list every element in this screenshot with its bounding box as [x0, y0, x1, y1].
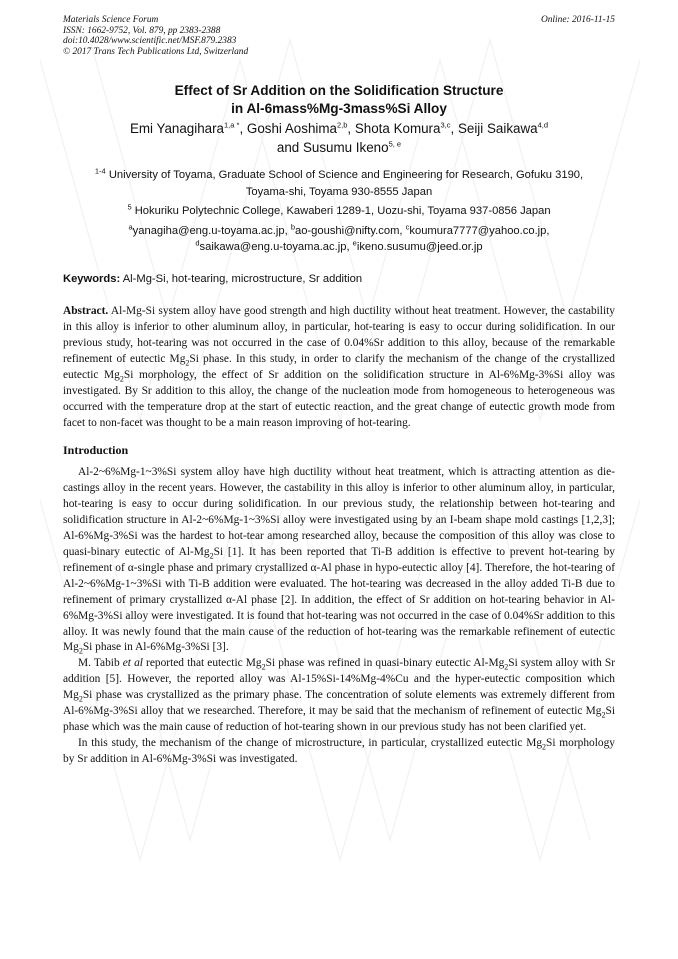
journal-name: Materials Science Forum [63, 15, 159, 25]
introduction-body [63, 465, 615, 768]
doi-line: doi:10.4028/www.scientific.net/MSF.879.2383 [63, 36, 237, 47]
title-line-1: Effect of Sr Addition on the Solidification Structure [174, 83, 504, 98]
email-address: koumura7777@yahoo.co.jp, [409, 225, 550, 237]
paragraph-text: Si phase in Al-6%Mg-3%Si [3]. [82, 641, 229, 654]
subscript: 2 [119, 374, 124, 384]
author-superscript: 3,c [440, 120, 451, 130]
subscript: 2 [78, 646, 83, 656]
abstract-label: Abstract. [63, 305, 109, 317]
copyright-line: © 2017 Trans Tech Publications Ltd, Switzerland [63, 46, 249, 57]
author-name: Susumu Ikeno [302, 140, 389, 155]
keywords-label: Keywords: [63, 273, 121, 285]
email-marker: d [195, 238, 200, 248]
email-address: ikeno.susumu@jeed.or.jp [356, 241, 483, 253]
author-name: Goshi Aoshima [246, 121, 337, 136]
paragraph-text: Si phase was refined in quasi-binary eutectic Al-Mg [265, 657, 505, 670]
affiliation-text: Toyama-shi, Toyama 930-8555 Japan [245, 185, 433, 198]
email-address: ao-goushi@nifty.com, [294, 225, 403, 237]
paragraph-text: Si phase was crystallized as the primary phase. The concentration of solute elements was extremely different from Al-6%Mg-3%Si alloy that we researched. Therefore, it may be said that the mechanism of refinement of eutectic Mg [63, 689, 615, 718]
online-date: Online: 2016-11-15 [540, 15, 615, 25]
email-marker: a [128, 222, 133, 232]
abstract-text: Al-Mg-Si system alloy have good strength and high ductility without heat treatment. However, the castability in this alloy is inferior to other aluminum alloy, in particular, hot-tearing is easy to occur during solidification. In our previous study, hot-tearing was not occurred in the case of 0.04%Sr addition to this alloy, because of the remarkable refinement of eutectic Mg [63, 305, 615, 365]
intro-paragraph-3 [63, 736, 615, 768]
author-superscript: 4,d [537, 120, 549, 130]
author-emails [63, 223, 615, 255]
email-marker: c [405, 222, 410, 232]
intro-paragraph-1 [63, 465, 615, 656]
author-superscript: 5, e [388, 139, 402, 149]
abstract [63, 304, 615, 432]
email-marker: b [290, 222, 295, 232]
paper-title [63, 82, 615, 118]
affiliation-superscript: 1-4 [94, 166, 106, 176]
paragraph-text: Si phase which was the main cause of reduction of hot-tearing shown in our previous study has not been clarified yet. [63, 705, 615, 734]
author-name: Seiji Saikawa [457, 121, 538, 136]
affiliation-text: University of Toyama, Graduate School of Science and Engineering for Research, Gofuku 3190, [108, 169, 584, 181]
publication-header [63, 15, 615, 57]
subscript: 2 [504, 662, 509, 672]
paragraph-text: Si [1]. It has been reported that Ti-B addition is effective to prevent hot-tearing by refinement of α-single phase and primary crystallized α-Al phase in hypo-eutectic alloy [4]. Therefore, the hot-tearing of Al-2~6%Mg-1~3%Si with Ti-B addition were evaluated. The hot-tearing was decreased in the alloy added Ti-B due to refinement of primary crystallized α-Al phase [2]. In addition, the effect of Sr addition on hot-tearing behavior in Al-6%Mg-3%Si alloy were investigated. It is found that hot-tearing was not occurred in the case of 0.04%Sr addition to this alloy. It was newly found that the main cause of the reduction of hot-tearing was the remarkable refinement of eutectic Mg [63, 545, 615, 654]
subscript: 2 [261, 662, 266, 672]
subscript: 2 [601, 710, 606, 720]
paragraph-text: Al-2~6%Mg-1~3%Si system alloy have high ductility without heat treatment, which is attracting attention as die-castings alloy in the recent years. However, the castability in this alloy is inferior to other aluminum alloy, in particular, hot-tearing is easy to occur during solidification. In our previous study, the relationship between hot-tearing and solidification structure in Al-2~6%Mg-1~3%Si alloy were investigated using by an I-beam shape mold castings [1,2,3]; Al-6%Mg-3%Si was the hardest to hot-tear among researched alloy, because the composition of this alloy was close to quasi-binary eutectic of Al-Mg [63, 466, 615, 558]
affiliation-1 [63, 167, 615, 200]
keywords-text: Al-Mg-Si, hot-tearing, microstructure, Sr addition [122, 273, 363, 285]
title-line-2: in Al-6mass%Mg-3mass%Si Alloy [231, 101, 447, 116]
subscript: 2 [209, 551, 214, 561]
subscript: 2 [185, 358, 190, 368]
author-superscript: 1,a * [224, 120, 240, 130]
abstract-text: Si phase. In this study, in order to clarify the mechanism of the change of the crystallized eutectic Mg [63, 352, 615, 381]
author-name: Emi Yanagihara [129, 121, 225, 136]
affiliation-2 [63, 203, 615, 220]
paragraph-text: Si morphology by Sr addition in Al-6%Mg-3%Si was investigated. [63, 737, 615, 766]
email-marker: e [352, 238, 357, 248]
introduction-heading: Introduction [63, 443, 129, 457]
affiliation-text: Hokuriku Polytechnic College, Kawaberi 1289-1, Uozu-shi, Toyama 937-0856 Japan [134, 205, 551, 217]
paragraph-text: reported that eutectic Mg [142, 657, 262, 670]
subscript: 2 [78, 694, 83, 704]
keywords [63, 273, 615, 285]
intro-paragraph-2 [63, 656, 615, 736]
email-address: saikawa@eng.u-toyama.ac.jp, [199, 241, 350, 253]
author-superscript: 2,b [336, 120, 348, 130]
affiliation-superscript: 5 [127, 202, 132, 212]
email-address: yanagiha@eng.u-toyama.ac.jp, [132, 225, 288, 237]
italic-text: et al [122, 657, 143, 670]
abstract-text: Si morphology, the effect of Sr addition on the solidification structure in Al-6%Mg-3%Si alloy was investigated. By Sr addition to this alloy, the change of the nucleation mode from homogeneous to heterogeneous was occurred with the temperature drop at the start of eutectic reaction, and the great change of eutectic growth mode from facet to non-facet was thought to be a main reason improving of hot-tearing. [63, 368, 615, 429]
author-name: Shota Komura [354, 121, 441, 136]
author-list: Emi Yanagihara$^{1,a *}$, Goshi Aoshima$^{2,b}$, Shota Komura$^{3,c}$, Seiji Saikawa$^{4,d}$ and Susumu Ikeno$^{5, e}$ [129, 120, 549, 155]
paragraph-text: In this study, the mechanism of the change of microstructure, in particular, crystallized eutectic Mg [78, 737, 543, 750]
paragraph-text: M. Tabib [78, 657, 123, 670]
author-conjunction: and [276, 140, 300, 155]
paragraph-text: Si system alloy with Sr addition [5]. However, the reported alloy was Al-15%Si-14%Mg-4%Cu and the hyper-eutectic composition which Mg [63, 657, 615, 702]
issn-line: ISSN: 1662-9752, Vol. 879, pp 2383-2388 [63, 25, 221, 36]
subscript: 2 [542, 742, 547, 752]
